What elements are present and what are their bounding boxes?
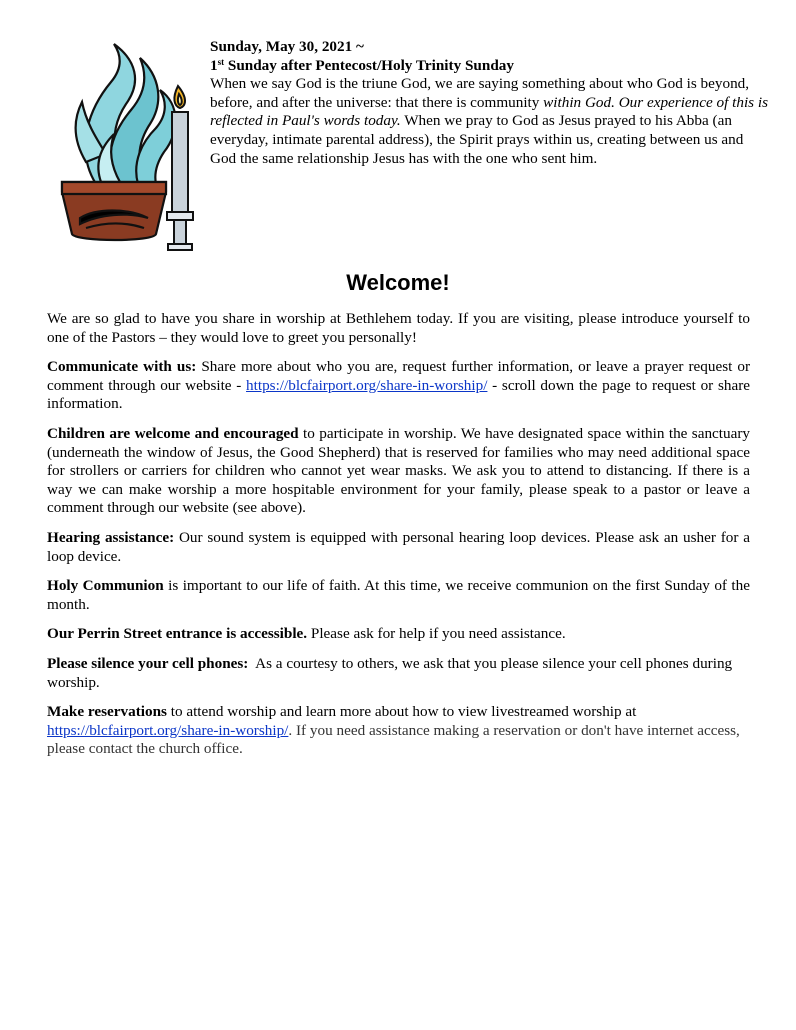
reservations-text-2: . If you need assistance making a reservation or don't have internet access, please contact the church office.	[47, 721, 740, 758]
reservations-label: Make reservations	[47, 703, 167, 721]
perrin-text: Please ask for help if you need assistance.	[307, 625, 566, 643]
reservations-link[interactable]: https://blcfairport.org/share-in-worship/	[47, 721, 289, 739]
reservations-paragraph	[47, 703, 750, 759]
perrin-paragraph	[47, 625, 750, 644]
welcome-body	[47, 310, 750, 770]
hearing-paragraph	[47, 529, 750, 566]
phones-paragraph	[47, 655, 750, 692]
bowl-icon	[62, 182, 166, 240]
reservations-text-1: to attend worship and learn more about how to view livestreamed worship at	[166, 703, 637, 721]
flame-icon	[76, 44, 176, 184]
communicate-paragraph	[47, 358, 750, 414]
reflection-part-1: When we say God is the triune God, we are saying something about who God is beyond, before, and after the universe: that there is community	[210, 75, 750, 111]
occasion-line	[210, 57, 770, 76]
hearing-label: Hearing assistance:	[47, 528, 175, 546]
children-paragraph	[47, 425, 750, 518]
communicate-text-1: Share more about who you are, request further information, or leave a prayer request or comment through our website -	[47, 358, 751, 394]
occasion-ordinal: 1	[210, 56, 218, 74]
hearing-text: Our sound system is equipped with personal hearing loop devices. Please ask an usher for a loop device.	[47, 528, 750, 565]
occasion-ordinal-suffix: st	[217, 56, 225, 67]
communion-label: Holy Communion	[47, 577, 164, 595]
page-title: Welcome!	[346, 270, 450, 295]
reflection-text	[210, 75, 770, 168]
bulletin-header	[210, 38, 770, 168]
date-line: Sunday, May 30, 2021 ~	[210, 38, 364, 55]
share-in-worship-link[interactable]: https://blcfairport.org/share-in-worship/	[246, 376, 488, 394]
welcome-paragraph	[47, 310, 750, 347]
occasion-name: Sunday after Pentecost/Holy Trinity Sunday	[224, 56, 514, 74]
reflection-part-2: When we pray to God as Jesus prayed to his Abba (an everyday, intimate parental address), the Spirit prays within us, creating between us and God the same relationship Jesus has with the one who sent him.	[210, 112, 744, 167]
children-label: Children are welcome and encouraged	[47, 424, 299, 442]
trinity-flame-candle-icon	[56, 42, 206, 252]
communion-paragraph	[47, 577, 750, 614]
communicate-label: Communicate with us:	[47, 358, 197, 376]
perrin-label: Our Perrin Street entrance is accessible.	[47, 625, 308, 643]
reflection-italic: within God. Our experience of this is reflected in Paul's words today.	[210, 93, 769, 130]
phones-text: As a courtesy to others, we ask that you please silence your cell phones during worship.	[47, 654, 736, 691]
children-text: to participate in worship. We have designated space within the sanctuary (underneath the window of Jesus, the Good Shepherd) that is reserved for families who may need additional space for strollers or carriers for children who cannot yet wear masks. We ask you to attend to distancing. If there is a way we can make worship a more hospitable environment for your family, please speak to a pastor or leave a comment through our website (see above).	[47, 424, 751, 517]
welcome-text: We are so glad to have you share in worship at Bethlehem today. If you are visiting, please introduce yourself to one of the Pastors – they would love to greet you personally!	[47, 310, 750, 346]
communion-text: is important to our life of faith. At this time, we receive communion on the first Sunday of the month.	[47, 577, 750, 613]
communicate-text-2: - scroll down the page to request or share information.	[47, 376, 750, 413]
phones-label: Please silence your cell phones:	[47, 654, 249, 672]
